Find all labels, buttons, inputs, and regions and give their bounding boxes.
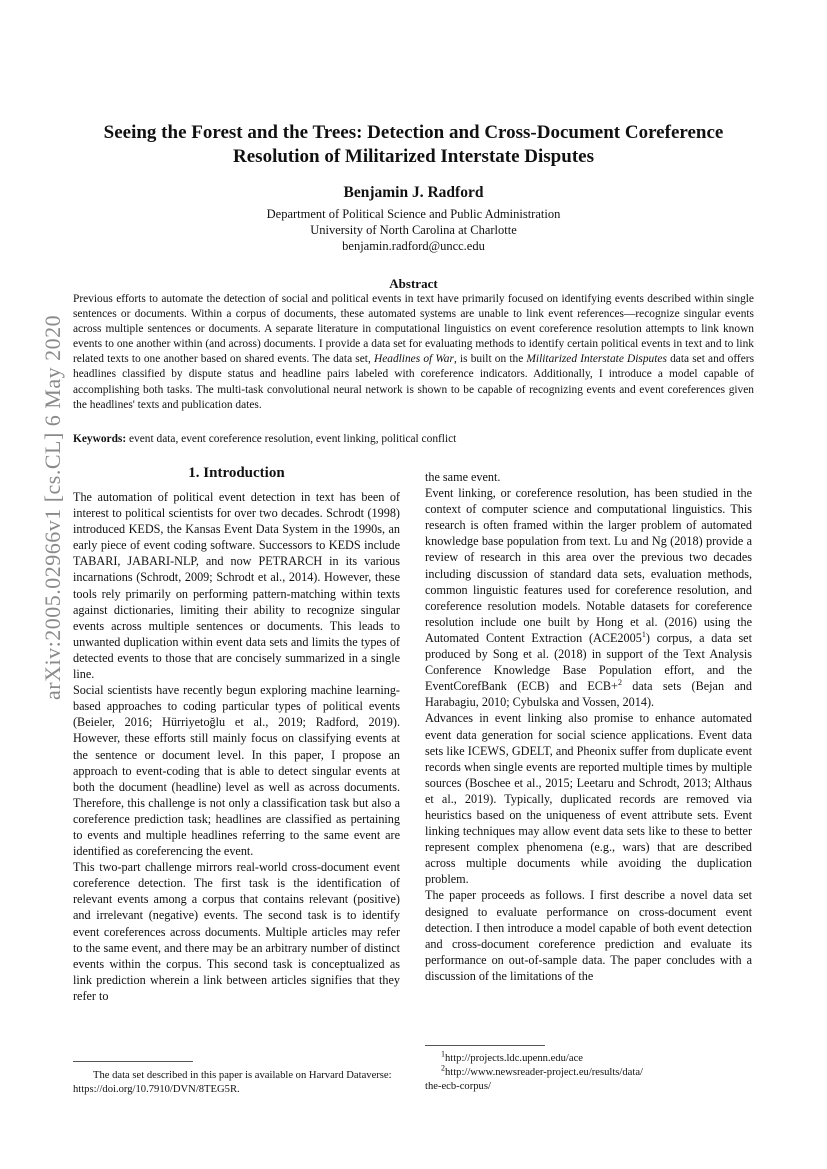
paragraph: Advances in event linking also promise to enhance automated event data generation for social science applications. Event data sets like ICEWS, GDELT, and Pheonix suffer from duplicate event records when single events are reported multiple times by multiple sources (Boschee et al., 2015; Leetaru and Schrodt, 2013; Althaus et al., 2019). Typically, duplicated records are removed via heuristics based on the uniqueness of event attribute sets. Event linking techniques may allow event data sets like to these to better represent complex phenomena (e.g., wars) that are described across multiple documents while avoiding the duplication problem. <box>425 711 752 887</box>
footnote-link[interactable]: http://projects.ldc.upenn.edu/ace <box>445 1053 583 1064</box>
footnote-dataset: The data set described in this paper is available on Harvard Dataverse: https://doi.org/10.7910/DVN/8TEG5R. <box>73 1070 392 1095</box>
paragraph: The automation of political event detection in text has been of interest to political scientists for over two decades. Schrodt (1998) introduced KEDS, the Kansas Event Data System in the 1990s, an early piece of event coding software. Successors to KEDS include TABARI, JABARI-NLP, and now PETRARCH in its various incarnations (Schrodt, 2009; Schrodt et al., 2014). However, these tools rely primarily on performing pattern-matching within texts against dictionaries, limiting their ability to recognize singular events across multiple sentences or documents. This leads to unwanted duplication within event data sets and limits the types of detected events to those that are concisely summarized in a single line. <box>73 490 400 682</box>
footnote-ref-1[interactable]: 1 <box>641 629 646 639</box>
paragraph: the same event. <box>425 470 501 484</box>
footnote-1 <box>425 1049 752 1066</box>
keywords-label: Keywords: <box>73 433 127 445</box>
footnote-2-cont[interactable]: the-ecb-corpus/ <box>425 1081 491 1092</box>
abstract-italic-mid: Militarized Interstate Disputes <box>526 353 667 366</box>
keywords-list: event data, event coreference resolution, event linking, political conflict <box>126 433 457 445</box>
arxiv-sidebar-stamp <box>6 314 65 700</box>
paragraph-text: ) corpus, a data set produced by Song et al. (2018) in support of the Text Analysis Conference Knowledge Base Population effort, and the EventCorefBank (ECB) and ECB+ <box>425 630 752 694</box>
author-email: benjamin.radford@uncc.edu <box>342 239 485 253</box>
title-line-1: Seeing the Forest and the Trees: Detection and Cross-Document Coreference <box>103 122 724 143</box>
abstract-italic-dataset: Headlines of War <box>373 353 454 366</box>
paragraph-text: Event linking, or coreference resolution, has been studied in the context of computer science and computational linguistics. This research is often framed within the larger problem of automated knowledge base population from text. Lu and Ng (2018) provide a review of research in this area over the previous two decades including discussion of standard data sets, evaluation methods, common linguistic features used for coreference resolution, and coreference resolution models. Notable datasets for coreference resolution include one built by Hong et al. (2016) using the Automated Content Extraction (ACE2005 <box>425 486 752 645</box>
footnote-2 <box>425 1063 752 1080</box>
paragraph: This two-part challenge mirrors real-world cross-document event coreference detection. The first task is the identification of relevant events among a corpus that contains relevant (positive) and irrelevant (negative) events. The second task is to identify event coreferences across documents. Multiple articles may refer to the same event, and there may be an arbitrary number of distinct events within the corpus. This second task is conceptualized as link prediction wherein a link between articles signifies that they refer to <box>73 860 400 1003</box>
abstract-heading: Abstract <box>389 276 438 291</box>
footnote-divider <box>73 1061 193 1062</box>
footnote-divider <box>425 1045 545 1046</box>
column-left <box>73 489 400 1004</box>
footnote-mark: 2 <box>441 1063 445 1073</box>
abstract-text-1: Previous efforts to automate the detection of social and political events in text have primarily focused on identifying events described within single sentences or documents. Within a corpus of documents, these automated systems are unable to link event references—recognize singular events across multiple sentences or documents. A separate literature in computational linguistics on event coreference resolution attempts to link known events to one another within (and across) documents. I provide a data set for evaluating methods to identify certain political events in text and to link related texts to one another based on shared events. The data set, <box>73 293 754 366</box>
affiliation-university: University of North Carolina at Charlotte <box>310 223 517 237</box>
paragraph <box>425 485 752 710</box>
abstract-text-3: data set and offers headlines classified by dispute status and headline pairs labeled with coreference indicators. Additionally, I introduce a model capable of accomplishing both tasks. The multi-task convolutional neural network is shown to be capable of recognizing events and event coreferences given the headlines' texts and publication dates. <box>73 353 755 411</box>
keywords <box>73 432 754 447</box>
column-right <box>425 469 752 984</box>
paragraph-text: data sets (Bejan and Harabagiu, 2010; Cybulska and Vossen, 2014). <box>425 679 752 710</box>
footnote-mark: 1 <box>441 1049 445 1059</box>
abstract-text-2: , is built on the <box>453 353 527 366</box>
footnote-ref-2[interactable]: 2 <box>617 678 622 688</box>
footnotes-right <box>425 1049 752 1094</box>
paragraph: Social scientists have recently begun exploring machine learning-based approaches to coding particular types of political events (Beieler, 2016; Hürriyetoğlu et al., 2019; Radford, 2019). However, these efforts still mainly focus on classifying events at the sentence or document level. In this paper, I propose an approach to event-coding that is able to detect singular events at both the document (headline) level as well as across documents. Therefore, this challenge is not only a classification task but also a coreference prediction task; headlines are classified as pertaining to events and multiple headlines referring to the same event are identified as coreferencing the event. <box>73 683 400 859</box>
paragraph: The paper proceeds as follows. I first describe a novel data set designed to evaluate performance on cross-document event detection. I then introduce a model capable of both event detection and cross-document coreference prediction and evaluate its performance on out-of-sample data. The paper concludes with a discussion of the limitations of the <box>425 888 752 983</box>
footnote-link[interactable]: http://www.newsreader-project.eu/results/data/ <box>445 1067 643 1078</box>
abstract-body <box>73 292 754 413</box>
paper-title <box>60 121 767 169</box>
section-heading-introduction: 1. Introduction <box>188 465 285 481</box>
affiliation-department: Department of Political Science and Public Administration <box>266 207 561 221</box>
arxiv-id: arXiv:2005.02966v1 [cs.CL] 6 May 2020 <box>40 314 65 700</box>
author-name: Benjamin J. Radford <box>343 184 484 201</box>
title-line-2: Resolution of Militarized Interstate Disputes <box>233 146 594 167</box>
